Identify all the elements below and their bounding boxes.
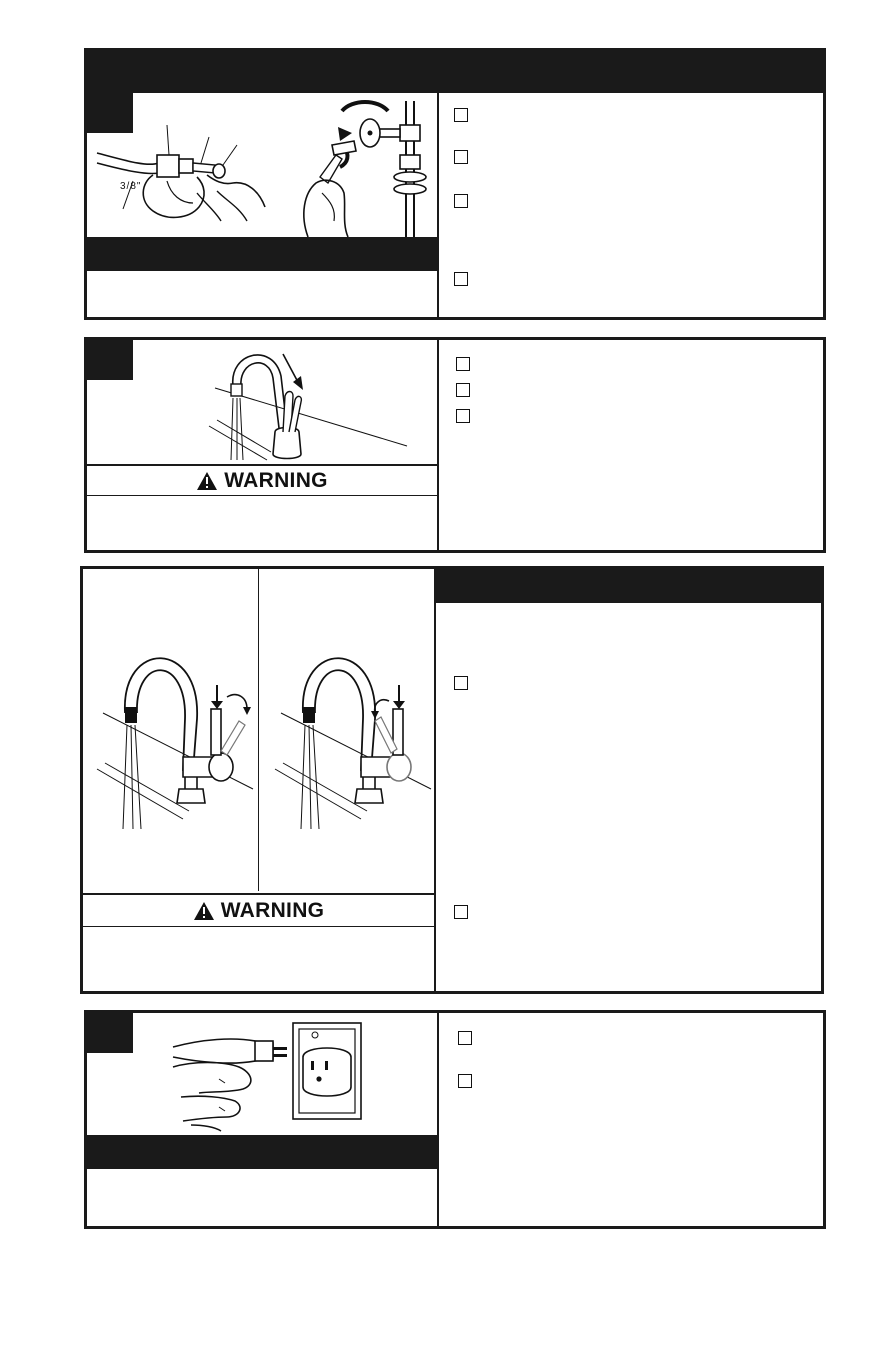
panel-4-divider: [437, 1013, 439, 1226]
checkbox-3-2[interactable]: [454, 905, 468, 919]
panel-2-warning-bottom-rule: [87, 495, 437, 496]
step-panel-2: [84, 337, 826, 553]
warning-text-2: WARNING: [224, 468, 328, 492]
step-panel-4: [84, 1010, 826, 1229]
checkbox-2-1[interactable]: [456, 357, 470, 371]
step-panel-1: [84, 48, 826, 320]
panel-3-divider: [434, 569, 436, 991]
faucet-lever-forward-illustration: [93, 639, 253, 829]
panel-3-header-bar: [436, 569, 821, 603]
tubing-size-label: 3/8": [120, 181, 142, 192]
checkbox-2-2[interactable]: [456, 383, 470, 397]
faucet-lever-back-illustration: [271, 639, 431, 829]
checkbox-3-1[interactable]: [454, 676, 468, 690]
panel-1-caption-bar: [87, 237, 437, 271]
checkbox-1-1[interactable]: [454, 108, 468, 122]
panel-3-warning-bottom-rule: [83, 926, 434, 927]
panel-1-divider: [437, 93, 439, 317]
panel-2-divider: [437, 340, 439, 550]
checkbox-1-3[interactable]: [454, 194, 468, 208]
warning-triangle-icon: [193, 901, 215, 921]
warning-heading-2: [87, 466, 437, 495]
checkbox-4-1[interactable]: [458, 1031, 472, 1045]
checkbox-1-4[interactable]: [454, 272, 468, 286]
panel-3-warning-top-rule: [83, 893, 434, 895]
warning-text-3: WARNING: [220, 899, 325, 922]
checkbox-1-2[interactable]: [454, 150, 468, 164]
checkbox-2-3[interactable]: [456, 409, 470, 423]
step-panel-3: [80, 566, 824, 994]
plug-outlet-illustration: [173, 1017, 363, 1133]
panel-3-image-divider: [258, 569, 259, 891]
checkbox-4-2[interactable]: [458, 1074, 472, 1088]
panel-4-caption-bar: [87, 1135, 437, 1169]
shutoff-valve-wrench-illustration: [282, 97, 432, 237]
warning-heading-3: [83, 896, 434, 926]
step-number-block-2: [87, 340, 133, 380]
faucet-dispense-illustration: [207, 346, 407, 460]
step-number-block-4: [87, 1013, 133, 1053]
fitting-connection-illustration: [97, 111, 277, 221]
warning-triangle-icon: [196, 471, 218, 491]
panel-1-header-bar: [87, 51, 823, 93]
